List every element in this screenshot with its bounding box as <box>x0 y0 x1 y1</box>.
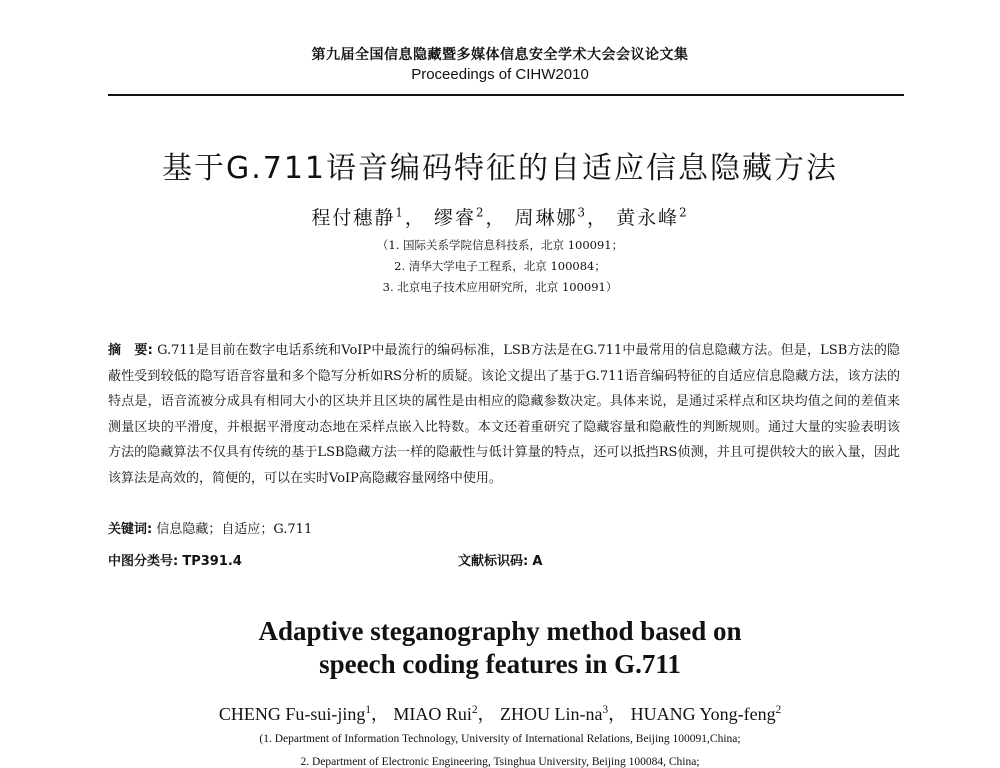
paper-title-chinese: 基于G.711语音编码特征的自适应信息隐藏方法 <box>161 151 839 186</box>
affiliation-chinese: 3. 北京电子技术应用研究所，北京 100091） <box>382 280 618 294</box>
abstract-text: G.711是目前在数字电话系统和VoIP中最流行的编码标准，LSB方法是在G.711中最常用的信息隐藏方法。但是，LSB方法的隐蔽性受到较低的隐写语音容量和多个隐写分析如RS分析的质疑。该论文提出了基于G.711语音编码特征的自适应信息隐藏方法，该方法的特点是，语音流被分成具有相同大小的区块并且区块的属性是由相应的隐藏参数决定。具体来说，是通过采样点和区块均值之间的差值来测量区块的平滑度，并根据平滑度动态地在采样点嵌入比特数。本文还着重研究了隐藏容量和隐蔽性的判断规则。通过大量的实验表明该方法的隐藏算法不仅具有传统的基于LSB隐藏方法一样的隐蔽性与低计算量的特点，还可以抵挡RS侦测，并且可提供较大的嵌入量，因此该算法是高效的，简便的，可以在实时VoIP高隐藏容量网络中使用。 <box>108 343 901 486</box>
author-affiliation-mark: 1 <box>365 704 371 716</box>
keywords-text: 信息隐藏；自适应；G.711 <box>156 522 313 537</box>
authors-chinese: 程付穗静$^1$， 缪睿$^2$， 周琳娜$^3$， 黄永峰$^2$ <box>311 205 689 229</box>
author-affiliation-mark: 2 <box>679 205 689 220</box>
author-name: CHENG Fu-sui-jing <box>218 704 366 724</box>
paper-title-english-line: Adaptive steganography method based on <box>258 616 742 646</box>
clc-number <box>108 550 242 569</box>
author-name: HUANG Yong-feng <box>630 704 776 724</box>
author-affiliation-mark: 2 <box>775 704 782 716</box>
author-name: 周琳娜 <box>514 207 578 229</box>
paper-title-english <box>0 615 1000 681</box>
document-code-label: 文献标识码: <box>458 554 529 569</box>
paper-title-english-line: speech coding features in G.711 <box>319 649 681 679</box>
author-affiliation-mark: 2 <box>475 205 486 220</box>
abstract-label: 摘 要: <box>108 343 153 358</box>
keywords-label: 关键词: <box>108 522 153 537</box>
author-name: 黄永峰 <box>616 207 680 229</box>
proceedings-header-chinese: 第九届全国信息隐藏暨多媒体信息安全学术大会会议论文集 <box>311 47 689 63</box>
abstract-chinese <box>108 338 900 491</box>
keywords-chinese <box>108 520 900 540</box>
author-affiliation-mark: 1 <box>395 205 405 220</box>
affiliation-english: 2. Department of Electronic Engineering, Tsinghua University, Beijing 100084, China; <box>300 756 700 768</box>
affiliation-chinese: （1. 国际关系学院信息科技系，北京 100091； <box>376 238 624 252</box>
author-affiliation-mark: 2 <box>471 704 478 716</box>
author-affiliation-mark: 3 <box>577 205 588 220</box>
header-rule <box>108 94 904 96</box>
clc-value: TP391.4 <box>182 554 242 569</box>
affiliation-english: (1. Department of Information Technology, University of International Relations, Beijing 100091,China; <box>259 733 741 745</box>
author-name: 程付穗静 <box>311 207 396 229</box>
author-name: 缪睿 <box>433 207 476 229</box>
proceedings-header-english: Proceedings of CIHW2010 <box>411 66 589 83</box>
clc-label: 中图分类号: <box>108 554 179 569</box>
author-name: ZHOU Lin-na <box>500 704 603 724</box>
affiliation-chinese: 2. 清华大学电子工程系，北京 100084； <box>394 259 606 273</box>
author-affiliation-mark: 3 <box>602 704 609 716</box>
document-code <box>458 550 542 569</box>
author-name: MIAO Rui <box>393 704 472 724</box>
authors-english: CHENG Fu-sui-jing$^1$， MIAO Rui$^2$， ZHOU Lin-$na^3$， HUANG Yong-feng$^2$ <box>218 704 782 724</box>
document-code-value: A <box>532 554 543 569</box>
